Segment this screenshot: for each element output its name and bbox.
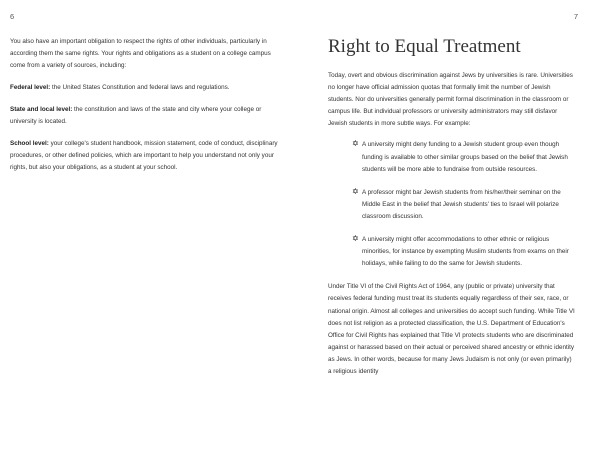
list-item-text: A university might offer accommodations to other ethnic or religious minorities, for instance by exempting Muslim students from exams on their holidays, while failing to do the same for Jewish students. bbox=[362, 236, 569, 268]
state-level-paragraph bbox=[10, 104, 280, 128]
intro-paragraph: Today, overt and obvious discrimination against Jews by universities is rare. Universities no longer have official admission quotas that formally limit the number of Jewish students. Nor do universities generally permit formal discrimination in the classroom or campus life. But individual professors or university administrators may still disfavor Jewish students in more subtle ways. For example: bbox=[328, 72, 573, 128]
school-level-label: School level: bbox=[10, 140, 49, 147]
list-item-text: A university might deny funding to a Jewish student group even though funding is available to other similar groups based on the belief that Jewish students will be more able to fundraise from outside resources. bbox=[362, 141, 568, 173]
list-item bbox=[352, 234, 576, 270]
list-item bbox=[352, 139, 576, 175]
state-level-text: the constitution and laws of the state and city where your college or university is located. bbox=[10, 106, 262, 125]
intro-paragraph: You also have an important obligation to respect the rights of other individuals, particularly in according them the same rights. Your rights and obligations as a student on a college campus come from a variety of sources, including: bbox=[10, 38, 271, 69]
star-of-david-icon: ✡ bbox=[352, 186, 359, 196]
school-level-paragraph bbox=[10, 138, 280, 174]
state-level-label: State and local level: bbox=[10, 106, 73, 113]
list-item bbox=[352, 187, 576, 223]
school-level-text: your college's student handbook, mission statement, code of conduct, disciplinary procedures, or other defined policies, which are important to help you understand not only your rights, but also your obligations, as a student at your school. bbox=[10, 140, 278, 171]
star-of-david-icon: ✡ bbox=[352, 139, 359, 149]
federal-level-text: the United States Constitution and federal laws and regulations. bbox=[50, 84, 230, 91]
federal-level-label: Federal level: bbox=[10, 84, 51, 91]
section-heading: Right to Equal Treatment bbox=[328, 36, 521, 57]
title-vi-paragraph: Under Title VI of the Civil Rights Act of 1964, any (public or private) university that receives federal funding must treat its students equally regardless of their sex, race, or national origin. Almost all colleges and universities do accept such funding. While Title VI does not list religion as a protected classification, the U.S. Department of Education's Office for Civil Rights has explained that Title VI protects students who are discriminated against or harassed based on their actual or perceived shared ancestry or ethnic identity as Jews. In other words, because for many Jews Judaism is not only (or even primarily) a religious identity bbox=[328, 283, 575, 375]
list-item-text: A professor might bar Jewish students from his/her/their seminar on the Middle East in the belief that Jewish students' ties to Israel will polarize classroom discussion. bbox=[362, 188, 561, 220]
example-list bbox=[328, 139, 576, 270]
page-number: 6 bbox=[10, 12, 15, 21]
page-number: 7 bbox=[573, 12, 578, 21]
star-of-david-icon: ✡ bbox=[352, 234, 359, 244]
right-page bbox=[300, 0, 600, 463]
right-page-body bbox=[328, 36, 576, 378]
left-page-body bbox=[10, 36, 280, 184]
federal-level-paragraph bbox=[10, 82, 280, 94]
